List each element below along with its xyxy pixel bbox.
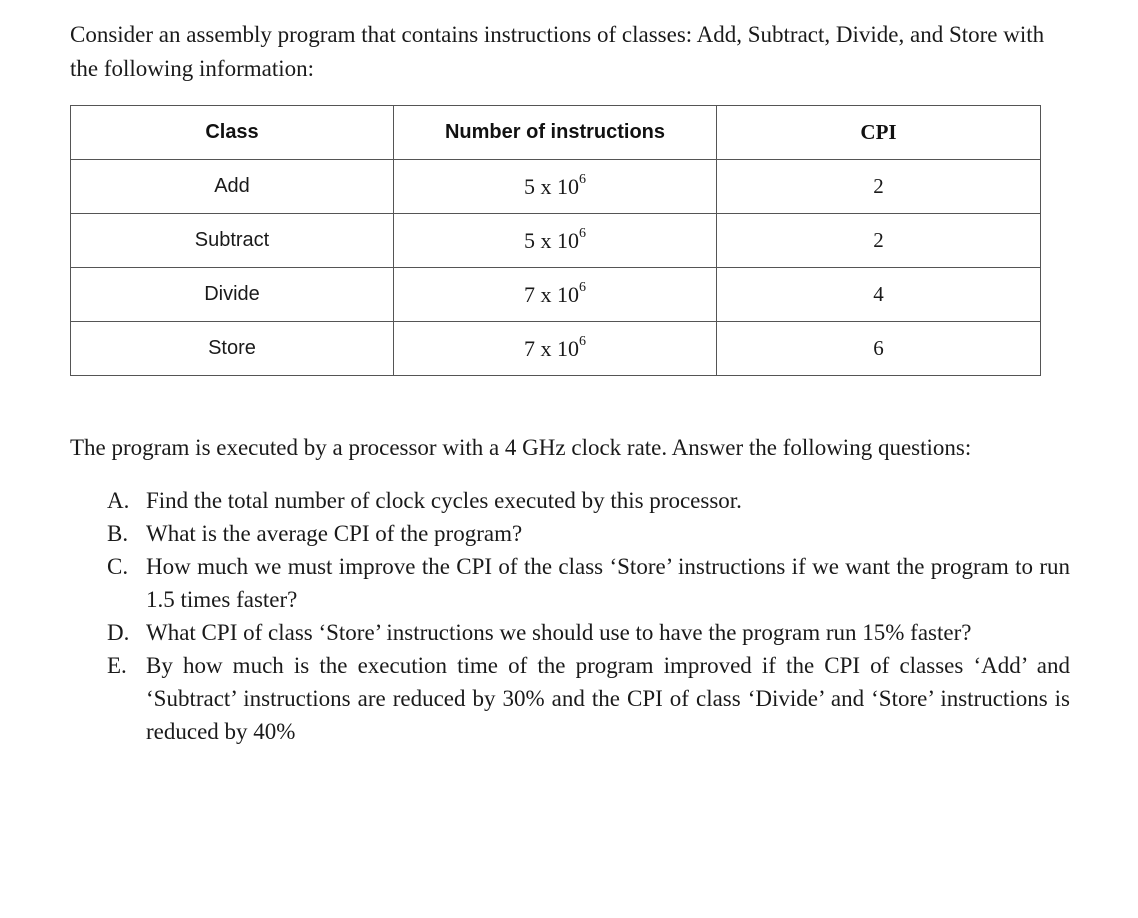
table-row <box>71 214 1041 268</box>
count-exponent: 6 <box>579 172 586 188</box>
count-exponent: 6 <box>579 226 586 242</box>
question-letter: E. <box>107 653 127 678</box>
list-item <box>70 517 1070 550</box>
cpi-cell: 6 <box>717 322 1041 376</box>
count-exponent: 6 <box>579 334 586 350</box>
cpi-cell: 2 <box>717 214 1041 268</box>
questions-prompt: The program is executed by a processor with a 4 GHz clock rate. Answer the following questions: <box>70 435 972 460</box>
count-base: 7 x 10 <box>524 335 579 361</box>
list-item <box>70 649 1070 748</box>
count-base: 5 x 10 <box>524 227 579 253</box>
question-text: By how much is the execution time of the program improved if the CPI of classes ‘Add’ and ‘Subtract’ instructions are reduced by 30% and the CPI of class ‘Divide’ and ‘Store’ instructions is reduced by 40% <box>146 653 1070 744</box>
count-cell <box>394 214 717 268</box>
count-cell <box>394 160 717 214</box>
table-row <box>71 322 1041 376</box>
header-number-of-instructions: Number of instructions <box>394 106 717 160</box>
class-cell: Store <box>71 322 394 376</box>
cpi-cell: 4 <box>717 268 1041 322</box>
cpi-cell: 2 <box>717 160 1041 214</box>
question-text: What is the average CPI of the program? <box>146 521 523 546</box>
header-class: Class <box>71 106 394 160</box>
list-item <box>70 484 1070 517</box>
count-cell <box>394 268 717 322</box>
list-item <box>70 616 1070 649</box>
count-exponent: 6 <box>579 280 586 296</box>
class-cell: Divide <box>71 268 394 322</box>
count-cell <box>394 322 717 376</box>
question-list <box>70 484 1070 748</box>
class-cell: Subtract <box>71 214 394 268</box>
question-text: How much we must improve the CPI of the class ‘Store’ instructions if we want the program to run 1.5 times faster? <box>146 554 1070 612</box>
count-base: 7 x 10 <box>524 281 579 307</box>
question-letter: A. <box>107 488 130 513</box>
question-text: Find the total number of clock cycles executed by this processor. <box>146 488 742 513</box>
header-cpi: CPI <box>717 106 1041 160</box>
list-item <box>70 550 1070 616</box>
table-row <box>71 160 1041 214</box>
question-letter: B. <box>107 521 129 546</box>
count-base: 5 x 10 <box>524 173 579 199</box>
table-header-row <box>71 106 1041 160</box>
question-letter: C. <box>107 554 129 579</box>
intro-paragraph: Consider an assembly program that contains instructions of classes: Add, Subtract, Divide, and Store with the following information: <box>70 22 1045 81</box>
table-row <box>71 268 1041 322</box>
question-letter: D. <box>107 620 130 645</box>
question-text: What CPI of class ‘Store’ instructions we should use to have the program run 15% faster? <box>146 620 972 645</box>
class-cell: Add <box>71 160 394 214</box>
instruction-table <box>70 105 1041 376</box>
